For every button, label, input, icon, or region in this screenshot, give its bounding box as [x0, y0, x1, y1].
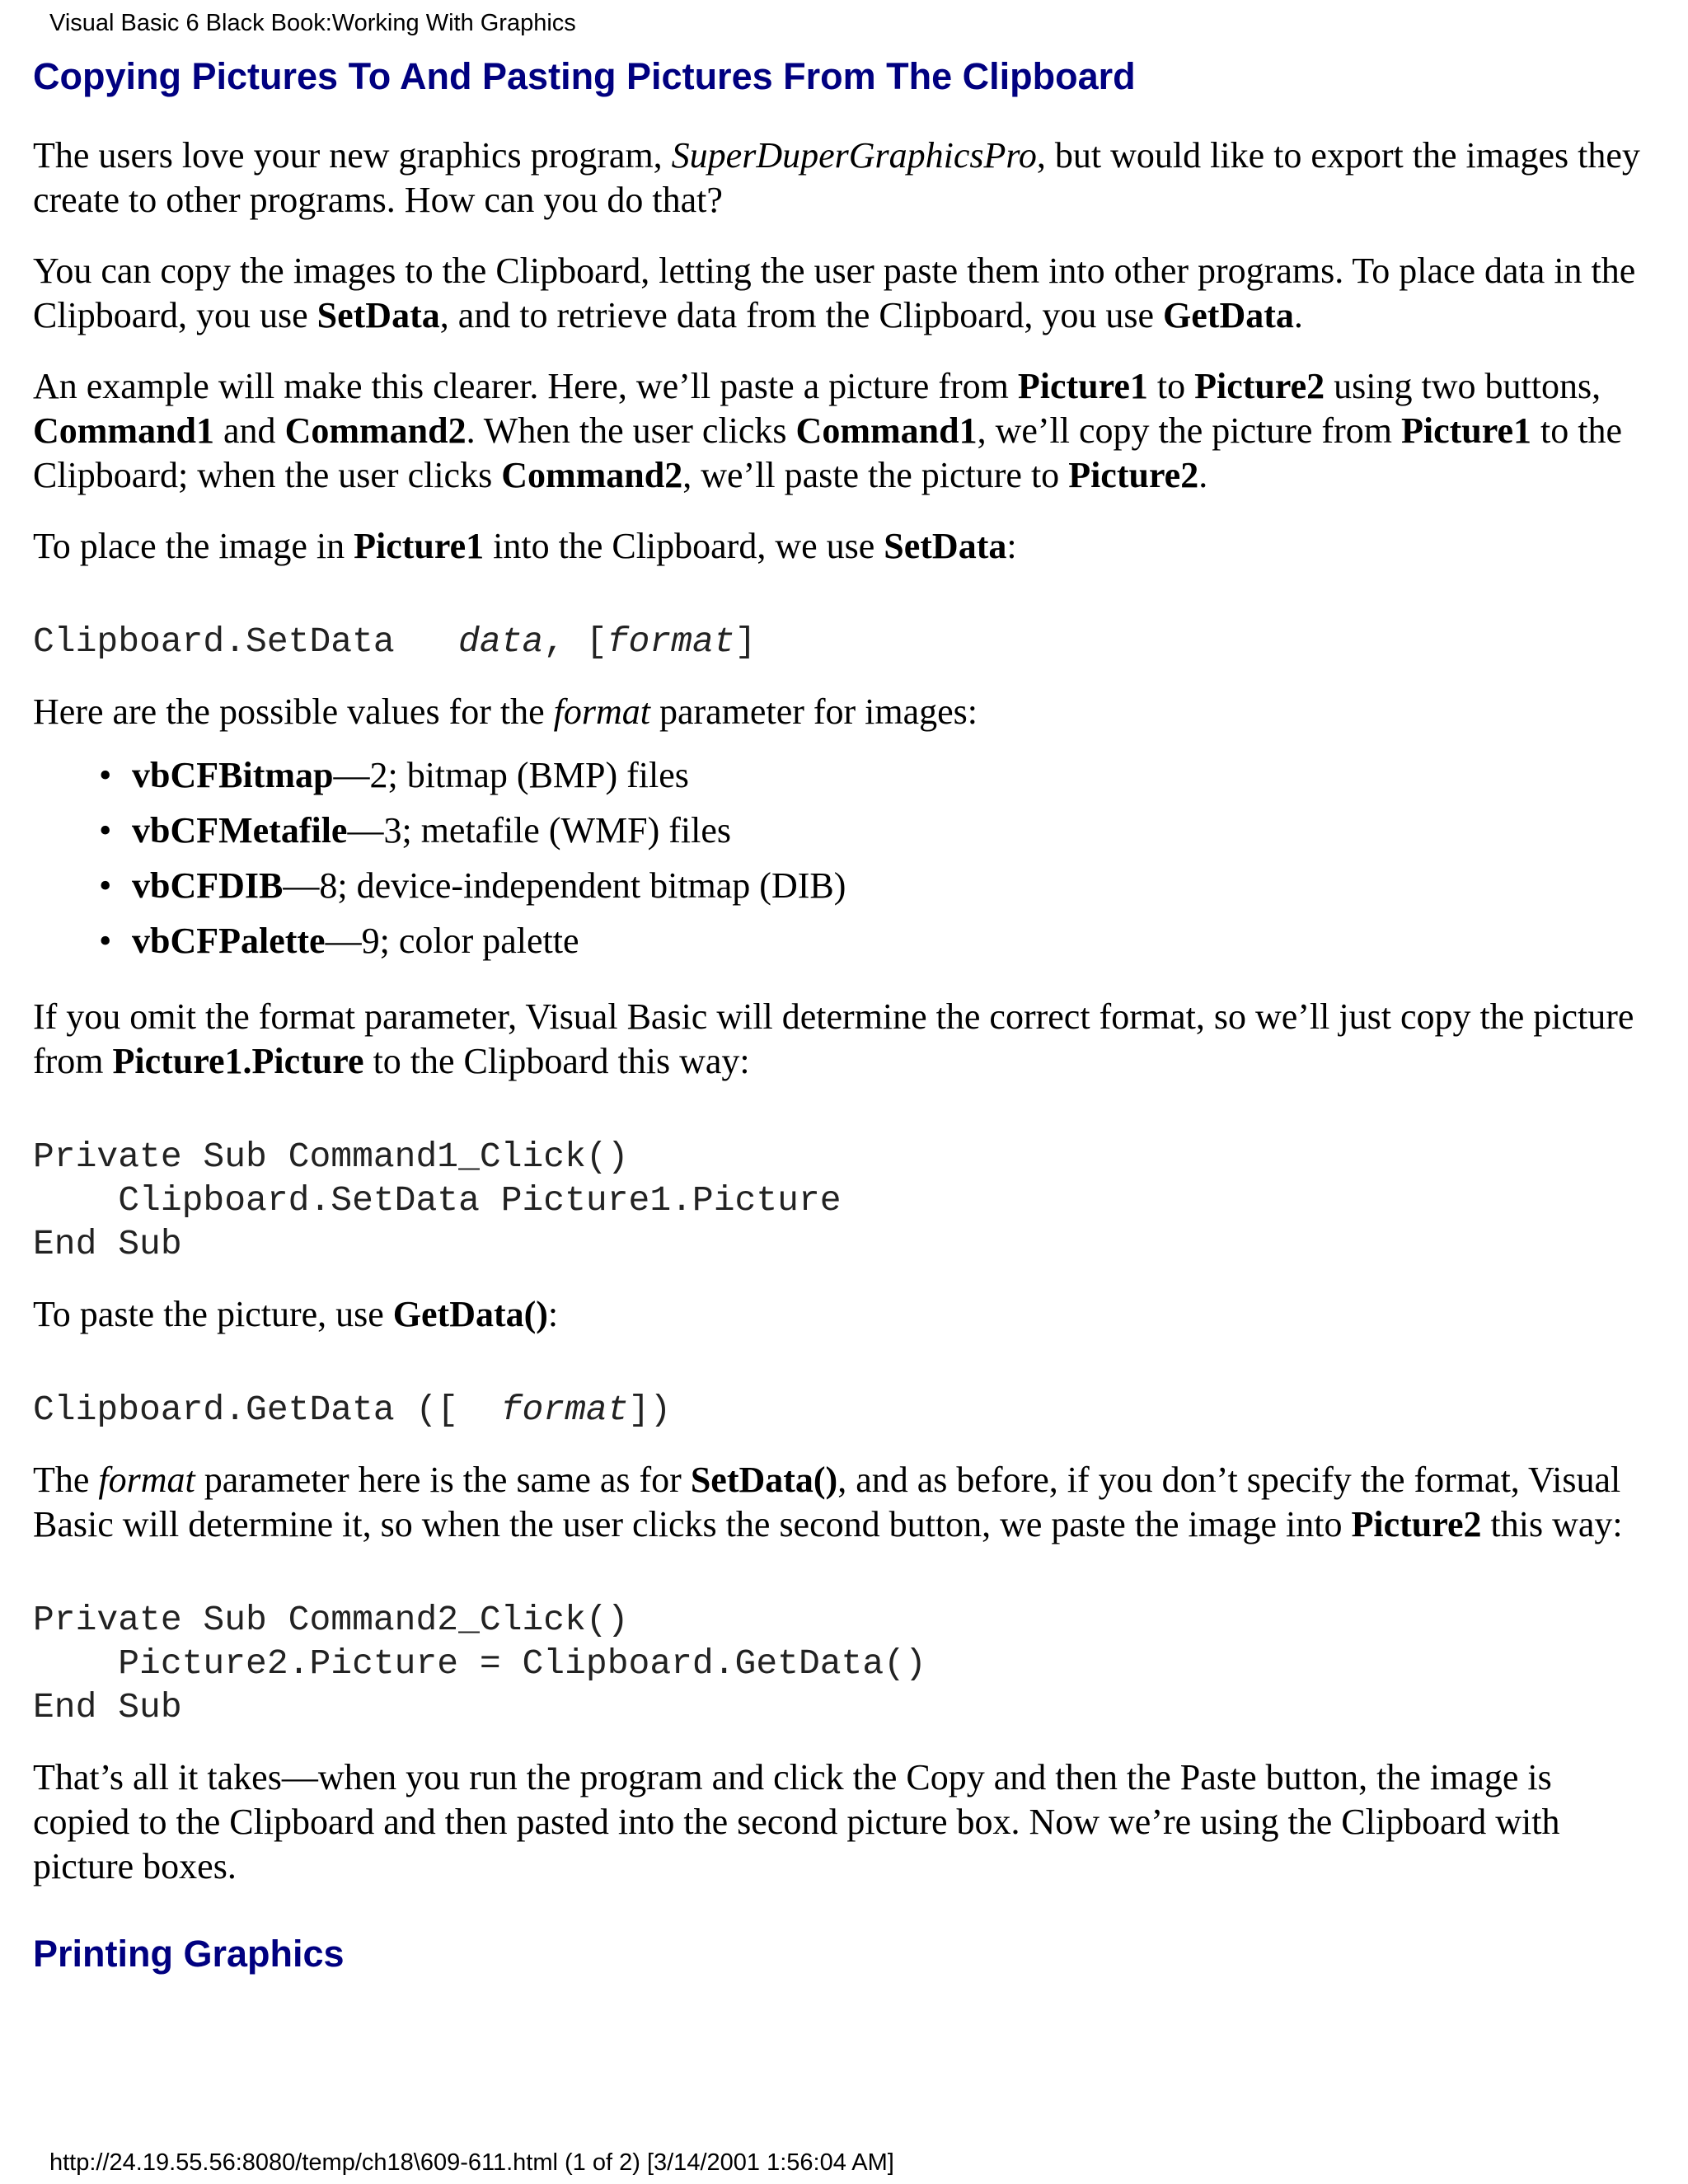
paragraph-summary: That’s all it takes—when you run the program and click the Copy and then the Paste button, the image is copied to the Clipboard and then pasted into the second picture box. Now we’re using the Clipboard with picture boxes. [33, 1757, 1560, 1886]
paragraph-intro: The users love your new graphics program, SuperDuperGraphicsPro, but would like to export the images they create to other programs. How can you do that? [33, 135, 1640, 220]
section-heading: Copying Pictures To And Pasting Pictures From The Clipboard [33, 55, 1136, 97]
list-item: • vbCFDIB—8; device-independent bitmap (DIB) [132, 858, 1648, 913]
paragraph-paste-intro: To paste the picture, use GetData(): [33, 1294, 559, 1334]
paragraph-format-values: Here are the possible values for the format parameter for images: [33, 691, 978, 732]
bullet-icon: • [99, 921, 112, 961]
code-getdata-syntax: Clipboard.GetData ([ format]) [33, 1390, 672, 1430]
list-item: • vbCFBitmap—2; bitmap (BMP) files [132, 748, 1648, 803]
list-item: • vbCFPalette—9; color palette [132, 913, 1648, 968]
running-header: Visual Basic 6 Black Book:Working With Graphics [49, 10, 576, 36]
page-footer-url: http://24.19.55.56:8080/temp/ch18\609-611.html (1 of 2) [3/14/2001 1:56:04 AM] [49, 2149, 894, 2176]
format-list [33, 748, 1648, 968]
bullet-icon: • [99, 810, 112, 851]
paragraph-setdata-intro: To place the image in Picture1 into the Clipboard, we use SetData: [33, 526, 1017, 566]
list-item: • vbCFMetafile—3; metafile (WMF) files [132, 803, 1648, 858]
bullet-icon: • [99, 755, 112, 795]
section-heading-printing: Printing Graphics [33, 1933, 345, 1975]
paragraph-omit-format: If you omit the format parameter, Visual Basic will determine the correct format, so we’ll just copy the picture from Picture1.Picture to the Clipboard this way: [33, 996, 1634, 1081]
bullet-icon: • [99, 865, 112, 906]
paragraph-example: An example will make this clearer. Here, we’ll paste a picture from Picture1 to Picture2 using two buttons, Command1 and Command2. When the user clicks Command1, we’ll copy the picture from Picture1 to the Clipboard; when the user clicks Command2, we’ll paste the picture to Picture2. [33, 366, 1622, 495]
code-setdata-syntax: Clipboard.SetData data, [format] [33, 621, 757, 662]
document-content [33, 54, 1648, 1976]
paragraph-clipboard-methods: You can copy the images to the Clipboard, letting the user paste them into other programs. To place data in the Clipboard, you use SetData, and to retrieve data from the Clipboard, you use GetData. [33, 251, 1636, 335]
code-command2-click: Private Sub Command2_Click() Picture2.Picture = Clipboard.GetData() End Sub [33, 1600, 926, 1727]
code-command1-click: Private Sub Command1_Click() Clipboard.SetData Picture1.Picture End Sub [33, 1137, 842, 1264]
paragraph-getdata-format: The format parameter here is the same as for SetData(), and as before, if you don’t specify the format, Visual Basic will determine it, so when the user clicks the second button, we paste the image into Picture2 this way: [33, 1460, 1623, 1544]
